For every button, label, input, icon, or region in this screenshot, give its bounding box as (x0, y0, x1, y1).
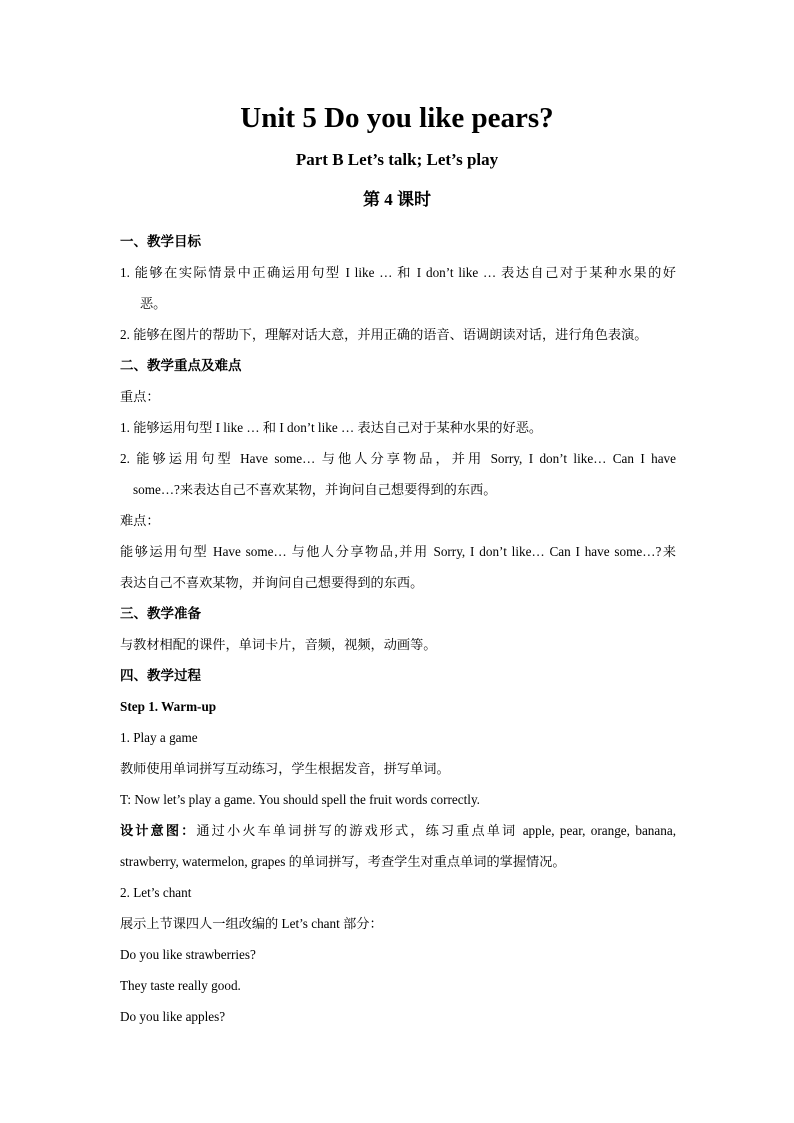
design-intent-line-2: strawberry, watermelon, grapes 的单词拼写，考查学生对重点单词的掌握情况。 (120, 854, 566, 869)
key-point-2-line-2: some…?来表达自己不喜欢某物，并询问自己想要得到的东西。 (133, 482, 497, 497)
preparation-text: 与教材相配的课件，单词卡片，音频，视频，动画等。 (120, 637, 437, 652)
objective-1-line-2: 恶。 (140, 296, 167, 311)
key-points-label: 重点： (120, 389, 160, 404)
step-1-heading: Step 1. Warm-up (120, 699, 217, 714)
difficult-point-line-1: 能够运用句型 Have some… 与他人分享物品,并用 Sorry, I don’t like… Can I have some…?来 (120, 544, 676, 559)
key-point-1: 1. 能够运用句型 I like … 和 I don’t like … 表达自己对于某种水果的好恶。 (120, 420, 543, 435)
teacher-instruction: 教师使用单词拼写互动练习，学生根据发音，拼写单词。 (120, 761, 450, 776)
activity-play-game: 1. Play a game (120, 730, 198, 745)
difficult-points-label: 难点： (120, 513, 160, 528)
lesson-number: 第 4 课时 (363, 190, 431, 209)
key-point-2-line-1: 2. 能够运用句型 Have some… 与他人分享物品，并用 Sorry, I don’t like… Can I have (120, 451, 676, 466)
objective-2: 2. 能够在图片的帮助下，理解对话大意，并用正确的语音、语调朗读对话，进行角色表演。 (120, 327, 648, 342)
document-title: Unit 5 Do you like pears? (240, 102, 554, 134)
section-heading-preparation: 三、教学准备 (120, 606, 201, 621)
document-body (120, 226, 676, 1032)
chant-line-3: Do you like apples? (120, 1009, 226, 1024)
document-subtitle: Part B Let’s talk; Let’s play (295, 150, 499, 169)
chant-line-2: They taste really good. (120, 978, 241, 993)
chant-line-1: Do you like strawberries? (120, 947, 256, 962)
section-heading-keypoints: 二、教学重点及难点 (120, 358, 242, 373)
teacher-dialogue-line: T: Now let’s play a game. You should spell the fruit words correctly. (120, 792, 480, 807)
objective-1-line-1: 1. 能够在实际情景中正确运用句型 I like … 和 I don’t like … 表达自己对于某种水果的好 (120, 265, 676, 280)
chant-intro: 展示上节课四人一组改编的 Let’s chant 部分： (120, 916, 383, 931)
activity-chant: 2. Let’s chant (120, 885, 192, 900)
section-heading-objectives: 一、教学目标 (120, 234, 201, 249)
section-heading-process: 四、教学过程 (120, 668, 201, 683)
design-intent-text: 通过小火车单词拼写的游戏形式，练习重点单词 apple, pear, orange, banana, (196, 823, 676, 838)
design-intent-line-1 (120, 815, 676, 846)
design-intent-label: 设计意图： (120, 823, 197, 838)
difficult-point-line-2: 表达自己不喜欢某物，并询问自己想要得到的东西。 (120, 575, 424, 590)
